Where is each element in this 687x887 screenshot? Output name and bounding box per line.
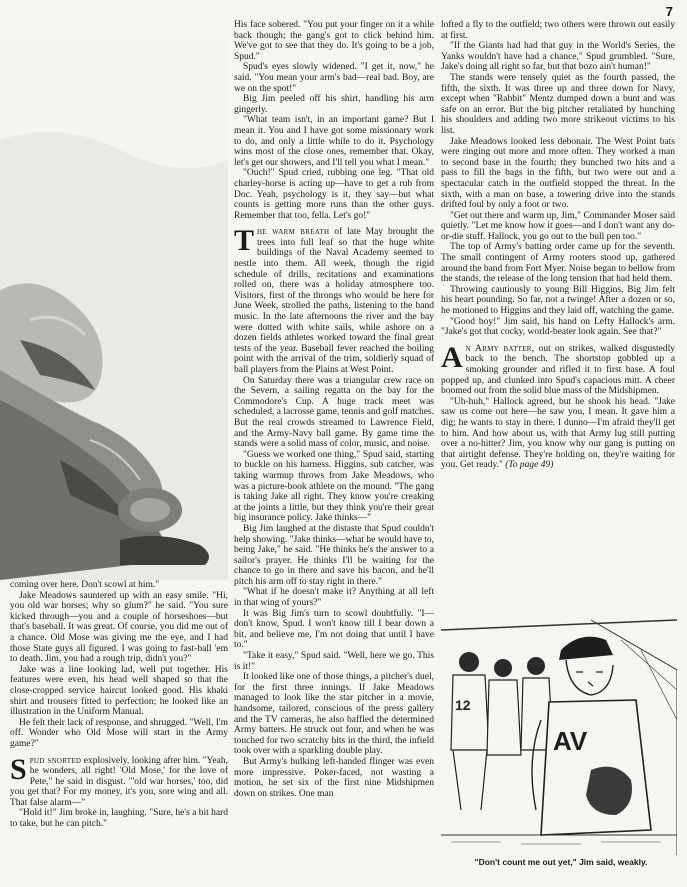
paragraph-text: explosively, looking after him. "Yeah, he wonders, all right! 'Old Mose,' for the love of Pete," he said in disgust. "'old war horses,' too, did you get that? For my money, it's you, sore wing and all. That false alarm—": [10, 755, 228, 808]
paragraph: coming over here. Don't scowl at him.": [10, 580, 160, 590]
paragraph: [441, 397, 675, 471]
paragraph: The top of Army's batting order came up for the seventh. The small contingent of Army rooters stood up, gathered around the band from Fort Myer. Noise began to bellow from the stands, the release of the long tension that had held them.: [441, 242, 675, 285]
paragraph: "Hold it!" Jim broke in, laughing. "Sure, he's a bit hard to take, but he can pitch.": [10, 808, 228, 830]
paragraph: "If the Giants had had that guy in the World's Series, the Yanks wouldn't have had a chance," Spud grumbled. "Sure, Jake's doing all right so far, but that bozo ain't human!": [441, 41, 675, 73]
paragraph-text: out on strikes, walked disgustedly back to the bench. The shortstop gobbled up a smoking grounder and rifled it to first base. A foul popped up, and clunked into Spud's capacious mitt. A cheer boomed out from the solid blue mass of the Midshipmen.: [441, 343, 675, 397]
paragraph: "Ouch!" Spud cried, rubbing one leg. "That old charley-horse is acting up—have to get a rub from Doc. Yeah, psychology is it, they say—but what counts is getting more runs than the other guys. Remember that too, fella. Let's go!": [234, 168, 434, 221]
column-2: [234, 20, 434, 885]
paragraph: Big Jim peeled off his shirt, handling his arm gingerly.: [234, 94, 434, 115]
column-3: [441, 20, 675, 605]
svg-text:12: 12: [455, 697, 471, 713]
illustration-caption: "Don't count me out yet," Jim said, weakly.: [474, 857, 648, 867]
pitcher-illustration: [0, 40, 228, 580]
drop-cap: T: [234, 224, 255, 258]
paragraph: Big Jim laughed at the distaste that Spud couldn't help showing. "Jake thinks—what he would have to, being Jake," he said. "He thinks he's the answer to a sailor's prayer. He thinks I'll be waiting for the chance to go in there and save his bacon, and he'll pitch his arm off to stay right in there.": [234, 523, 434, 587]
paragraph: "Take it easy," Spud said. "Well, here we go. This is it!": [234, 651, 434, 672]
lead-in: n Army batter,: [465, 343, 535, 354]
paragraph: lofted a fly to the outfield; two others were thrown out easily at first.: [441, 20, 675, 41]
paragraph: Jake Meadows looked less debonair. The West Point bats were ringing out more and more often. They worked a man to second base in the fourth; they bunched two hits and a pass to fill the bags in the fifth, but two were out and a spectacular catch in the outfield stopped the threat. In the sixth, with a man on base, a towering drive into the stands drifted foul by only a foot or two.: [441, 136, 675, 211]
paragraph: Jake Meadows sauntered up with an easy smile. "Hi, you old war horses; why so glum?" he said. "You sure kicked through—you and a couple of horseshoes—but that's baseball. It was great. Of course, you did me out of a chance. Old Mose was giving me the eye, and I had those State guys all figured. I was going to fast-ball 'em to death. Jim, you had a rough trip, didn't you?": [10, 590, 228, 665]
paragraph: "Guess we worked one thing," Spud said, starting to buckle on his harness. Higgins, sub catcher, was taking warmup throws from Jake Meadows, who was a picture-book athlete on the mound. "The gang is taking Jake all right. They know you're creaking at the joints a little, but they think you're their great big insurance policy. Jake thinks—": [234, 449, 434, 524]
paragraph: But Army's hulking left-handed flinger was even more impressive. Poker-faced, not wasting a motion, he set six of the first nine Midshipmen down on strikes. One man: [234, 756, 434, 799]
paragraph-text: of late May brought the trees into full leaf so that the huge white buildings of the Naval Academy seemed to nestle into them. All week, though the rigid schedule of drills, recitations and examinations rolled on, there was a holiday atmosphere too. Visitors, first of the throngs who would be here for June Week, strolled the paths, listening to the band music. In the late afternoons the river and the bay were dotted with white sails, while ashore on a dozen fields athletes worked toward the final great tests of the year. Baseball fever reached the boiling point with the arrival of the trim, soldierly squad of ball players from the Plains at West Point.: [234, 227, 434, 375]
paragraph: "What if he doesn't make it? Anything at all left in that wing of yours?": [234, 587, 434, 609]
section-opening: [10, 752, 228, 809]
paragraph: It was Big Jim's turn to scowl doubtfully. "I—don't know, Spud. I won't know till I bear down a bit, and believe me, I'm not doing that until I have to.": [234, 608, 434, 651]
paragraph: "Good boy!" Jim said, his hand on Lefty Hallock's arm. "Jake's got that cocky, world-beater look again. See that?": [441, 316, 675, 338]
paragraph: Jake was a line looking lad, well put together. His features were even, his head well shaped so that the close-cropped service haircut looked good. His khaki shirt and trousers fitted to perfection; he looked like an illustration in the Uniform Manual.: [10, 664, 228, 718]
paragraph: It looked like one of those things, a pitcher's duel, for the first three innings. If Jake Meadows managed to look like the star pitcher in a movie, handsome, tailored, conscious of the press gallery and the TV cameras, he also baffled the determined Army batters. He struck out four, and when he was touched for two scratchy hits in the third, the infield took over with a sparkling double play.: [234, 672, 434, 757]
section-opening: [234, 224, 434, 375]
column-1: [10, 580, 228, 885]
continued-line: (To page 49): [505, 460, 554, 471]
paragraph: "Get out there and warm up, Jim," Commander Moser said quietly. "Let me know how it goes—and I don't want any do-or-die stuff. Hallock, you go out to the bull pen too.": [441, 210, 675, 242]
drop-cap: A: [441, 340, 463, 374]
lead-in: pud snorted: [29, 755, 82, 766]
page-number: 7: [665, 4, 673, 19]
paragraph: The stands were tensely quiet as the fourth passed, the fifth, the sixth. It was three up and three down for Navy, except when "Rabbit" Mentz dumped down a bunt and was safe on an error. But the big pitcher retaliated by hunching his shoulders and adding two more strikeout victims to his list.: [441, 72, 675, 136]
svg-text:AV: AV: [553, 726, 588, 756]
paragraph: He felt their lack of response, and shrugged. "Well, I'm off. Wonder who Old Mose will start in the Army game?": [10, 717, 228, 749]
paragraph: Throwing cautiously to young Bill Higgins, Big Jim felt his heart pounding. So far, not a twinge! After a dozen or so, he motioned to Higgins and they laid off, watching the game.: [441, 284, 675, 317]
paragraph: Spud's eyes slowly widened. "I get it, now," he said. "You mean your arm's bad—real bad. Boy, are we on the spot!": [234, 62, 434, 94]
lead-in: he warm breath: [257, 227, 330, 238]
drop-cap: S: [10, 752, 27, 786]
dugout-players-illustration: [441, 610, 677, 860]
paragraph: His face sobered. "You put your finger on it a while back though; the gang's got to click behind him. We've got to see that they do. It's going to be a job, Spud.": [234, 20, 434, 62]
paragraph: "What team isn't, in an important game? But I mean it. You and I have got some missionary work to do, and only a little while to do it. Psychology wins most of the close ones, remember that. Okay, let's get our showers, and I'll tell you what I mean.": [234, 115, 434, 168]
section-opening: [441, 340, 675, 397]
paragraph: On Saturday there was a triangular crew race on the Severn, a sailing regatta on the bay for the Commodore's Cup. A huge track meet was scheduled, a lacrosse game, tennis and golf matches. But the real crowds streamed to Lawrence Field, and the Army-Navy ball game. By game time the stands were a solid mass of color, music, and noise.: [234, 375, 434, 450]
paragraph-text: "Uh-huh," Hallock agreed, but he shook his head. "Jake saw us come out here—he saw you, I mean. It gave him a dig; he wants to stay in there. I dunno—I'm afraid they'll get to him. And how about us, with that Army lug still putting over a no-hitter? Jim, you know why our gang is putting on that airtight defense. They're holding on, they're waiting for you. Get ready.": [441, 396, 675, 471]
